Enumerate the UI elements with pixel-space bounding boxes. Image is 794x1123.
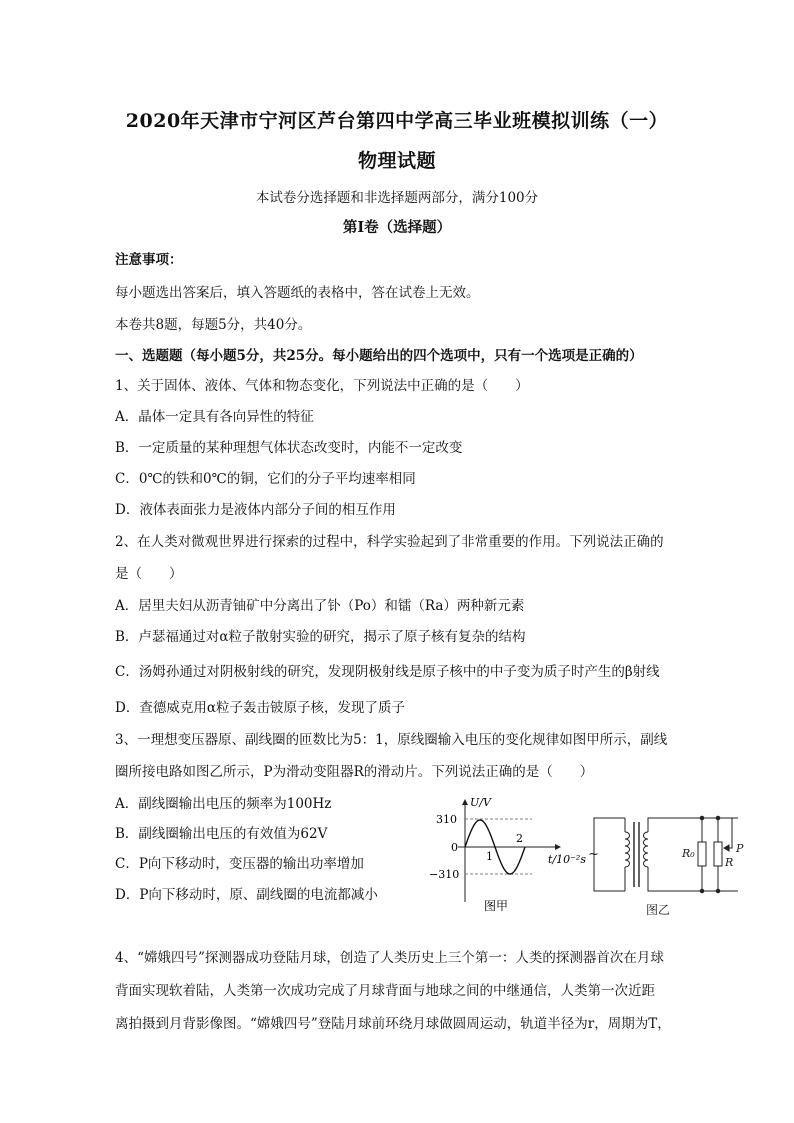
ac-source-symbol: ~ <box>588 847 599 862</box>
q3-option-d: D．P向下移动时，原、副线圈的电流都减小 <box>115 887 378 903</box>
notes-line-2: 本卷共8题，每题5分，共40分。 <box>115 317 312 333</box>
q1-option-c: C．0℃的铁和0℃的铜，它们的分子平均速率相同 <box>115 471 416 487</box>
q3-option-c: C．P向下移动时，变压器的输出功率增加 <box>115 856 364 872</box>
slider-p <box>718 818 732 848</box>
rheostat-r <box>714 842 722 866</box>
q2-option-a: A．居里夫妇从沥青铀矿中分离出了钋（Po）和镭（Ra）两种新元素 <box>115 598 525 614</box>
tick-label-neg310: −310 <box>429 868 460 881</box>
q4-line-1: 4、“嫦娥四号”探测器成功登陆月球，创造了人类历史上三个第一：人类的探测器首次在月球 <box>115 950 664 966</box>
tick-label-0: 0 <box>451 841 458 854</box>
q3-option-a: A．副线圈输出电压的频率为100Hz <box>115 796 332 812</box>
part1-heading: 一、选题题（每小题5分，共25分。每小题给出的四个选项中，只有一个选项是正确的） <box>115 348 643 364</box>
primary-coil <box>625 832 630 867</box>
q3-stem-line-1: 3、一理想变压器原、副线圈的匝数比为5：1，原线圈输入电压的变化规律如图甲所示，副线 <box>115 732 668 748</box>
tick-label-1: 1 <box>486 850 493 863</box>
y-axis-label: U/V <box>470 796 491 809</box>
label-r: R <box>725 856 734 869</box>
node-bottom-right <box>716 889 720 893</box>
q2-option-c: C．汤姆孙通过对阴极射线的研究，发现阴极射线是原子核中的中子变为质子时产生的β射线 <box>115 664 660 680</box>
label-r0: R₀ <box>682 847 695 860</box>
slider-arrow <box>724 845 729 851</box>
exam-title: 2020年天津市宁河区芦台第四中学高三毕业班模拟训练（一） <box>125 110 669 132</box>
notes-heading: 注意事项： <box>115 252 183 268</box>
q1-option-d: D．液体表面张力是液体内部分子间的相互作用 <box>115 502 396 518</box>
q2-option-d: D．查德威克用α粒子轰击铍原子核，发现了质子 <box>115 700 405 716</box>
section-title: 第Ⅰ卷（选择题） <box>342 219 452 236</box>
q2-stem-line-2: 是（ ） <box>115 566 183 582</box>
exam-subtitle: 物理试题 <box>357 150 436 172</box>
q4-line-3: 离拍摄到月背影像图。“嫦娥四号”登陆月球前环绕月球做圆周运动，轨道半径为r，周期为T， <box>115 1016 671 1032</box>
node-top-right <box>716 816 720 820</box>
node-top-left <box>700 816 704 820</box>
caption-yi: 图乙 <box>646 903 671 917</box>
q1-stem: 1、关于固体、液体、气体和物态变化，下列说法中正确的是（ ） <box>115 378 529 394</box>
chart-voltage-time <box>429 796 586 913</box>
node-bottom-left <box>700 889 704 893</box>
q3-option-b: B．副线圈输出电压的有效值为62V <box>115 826 328 842</box>
q3-figure <box>420 792 765 922</box>
notes-line-1: 每小题选出答案后，填入答题纸的表格中，答在试卷上无效。 <box>115 285 480 301</box>
resistor-r0 <box>698 842 706 866</box>
caption-jia: 图甲 <box>484 899 509 913</box>
tick-label-310: 310 <box>436 813 457 826</box>
q2-stem-line-1: 2、在人类对微观世界进行探索的过程中，科学实验起到了非常重要的作用。下列说法正确的 <box>115 534 664 550</box>
secondary-coil <box>644 832 649 867</box>
circuit-diagram <box>588 816 744 917</box>
x-axis-label: t/10⁻²s <box>548 853 586 866</box>
q4-line-2: 背面实现软着陆，人类第一次成功完成了月球背面与地球之间的中继通信，人类第一次近距 <box>115 983 655 999</box>
q2-option-b: B．卢瑟福通过对α粒子散射实验的研究，揭示了原子核有复杂的结构 <box>115 629 526 645</box>
exam-description: 本试卷分选择题和非选择题两部分，满分100分 <box>255 190 539 206</box>
q1-option-b: B．一定质量的某种理想气体状态改变时，内能不一定改变 <box>115 440 463 456</box>
label-p: P <box>736 842 744 855</box>
q3-stem-line-2: 圈所接电路如图乙所示，P为滑动变阻器R的滑动片。下列说法正确的是（ ） <box>115 764 594 780</box>
q1-option-a: A．晶体一定具有各向异性的特征 <box>115 409 314 425</box>
tick-label-2: 2 <box>516 832 523 845</box>
